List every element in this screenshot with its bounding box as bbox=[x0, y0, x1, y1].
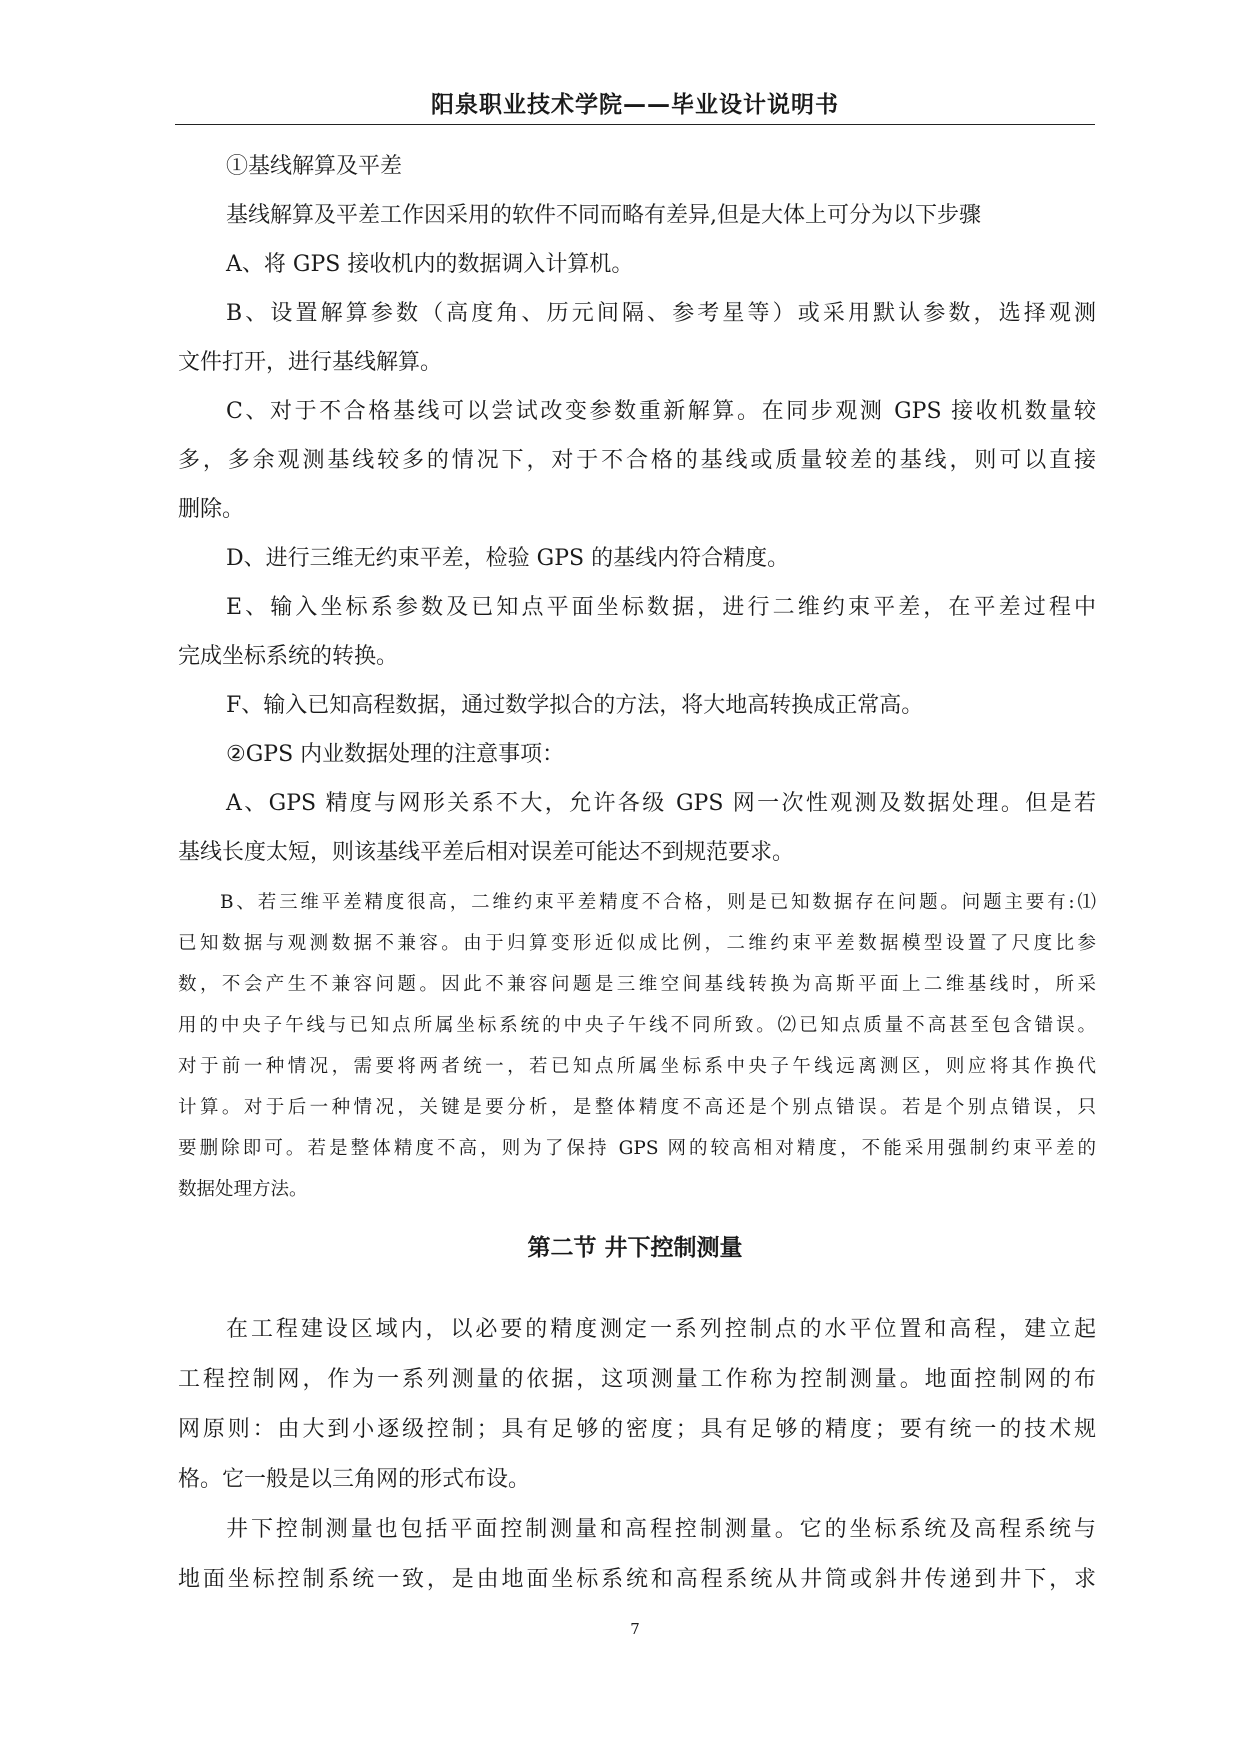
paragraph-line: 完成坐标系统的转换。 bbox=[178, 644, 399, 669]
page-number: 7 bbox=[630, 1620, 640, 1638]
paragraph-line: 在工程建设区域内，以必要的精度测定一系列控制点的水平位置和高程，建立起 bbox=[226, 1317, 1096, 1342]
paragraph-line: 工程控制网，作为一系列测量的依据，这项测量工作称为控制测量。地面控制网的布 bbox=[178, 1367, 1096, 1392]
paragraph-line: A、GPS 精度与网形关系不大，允许各级 GPS 网一次性观测及数据处理。但是若 bbox=[226, 791, 1096, 816]
paragraph-line: D、进行三维无约束平差，检验 GPS 的基线内符合精度。 bbox=[226, 546, 790, 571]
section-title: 第二节 井下控制测量 bbox=[527, 1235, 743, 1261]
paragraph-line: 计算。对于后一种情况，关键是要分析，是整体精度不高还是个别点错误。若是个别点错误，只 bbox=[178, 1097, 1096, 1118]
paragraph-line: E、输入坐标系参数及已知点平面坐标数据，进行二维约束平差，在平差过程中 bbox=[226, 595, 1096, 620]
paragraph-line: 井下控制测量也包括平面控制测量和高程控制测量。它的坐标系统及高程系统与 bbox=[226, 1517, 1096, 1542]
paragraph-line: 对于前一种情况，需要将两者统一，若已知点所属坐标系中央子午线远离测区，则应将其作换代 bbox=[178, 1056, 1096, 1077]
paragraph-line: 数据处理方法。 bbox=[178, 1179, 308, 1200]
paragraph-line: F、输入已知高程数据，通过数学拟合的方法，将大地高转换成正常高。 bbox=[226, 693, 924, 718]
paragraph-line: 已知数据与观测数据不兼容。由于归算变形近似成比例，二维约束平差数据模型设置了尺度比参 bbox=[178, 933, 1096, 954]
paragraph-line: 文件打开，进行基线解算。 bbox=[178, 350, 443, 375]
paragraph-line: C、对于不合格基线可以尝试改变参数重新解算。在同步观测 GPS 接收机数量较 bbox=[226, 399, 1096, 424]
paragraph-line: 地面坐标控制系统一致，是由地面坐标系统和高程系统从井筒或斜井传递到井下，求 bbox=[178, 1567, 1096, 1592]
paragraph-line: A、将 GPS 接收机内的数据调入计算机。 bbox=[226, 252, 634, 277]
paragraph-line: 基线长度太短，则该基线平差后相对误差可能达不到规范要求。 bbox=[178, 840, 795, 865]
paragraph-line: B、若三维平差精度很高，二维约束平差精度不合格，则是已知数据存在问题。问题主要有:⑴ bbox=[220, 892, 1096, 913]
page-header-title: 阳泉职业技术学院——毕业设计说明书 bbox=[431, 92, 839, 118]
paragraph-line: 数，不会产生不兼容问题。因此不兼容问题是三维空间基线转换为高斯平面上二维基线时，所采 bbox=[178, 974, 1096, 995]
paragraph-line: 删除。 bbox=[178, 497, 245, 522]
paragraph-line: 要删除即可。若是整体精度不高，则为了保持 GPS 网的较高相对精度，不能采用强制约束平差的 bbox=[178, 1138, 1096, 1159]
paragraph-line: 格。它一般是以三角网的形式布设。 bbox=[178, 1467, 531, 1492]
paragraph-line: ①基线解算及平差 bbox=[226, 154, 403, 179]
paragraph-line: ②GPS 内业数据处理的注意事项： bbox=[226, 742, 565, 767]
paragraph-line: 多，多余观测基线较多的情况下，对于不合格的基线或质量较差的基线，则可以直接 bbox=[178, 448, 1096, 473]
paragraph-line: 基线解算及平差工作因采用的软件不同而略有差异,但是大体上可分为以下步骤 bbox=[226, 203, 981, 228]
page-header-rule bbox=[175, 124, 1095, 125]
paragraph-line: 网原则：由大到小逐级控制；具有足够的密度；具有足够的精度；要有统一的技术规 bbox=[178, 1417, 1096, 1442]
paragraph-line: 用的中央子午线与已知点所属坐标系统的中央子午线不同所致。⑵已知点质量不高甚至包含错误。 bbox=[178, 1015, 1096, 1036]
paragraph-line: B、设置解算参数（高度角、历元间隔、参考星等）或采用默认参数，选择观测 bbox=[226, 301, 1096, 326]
